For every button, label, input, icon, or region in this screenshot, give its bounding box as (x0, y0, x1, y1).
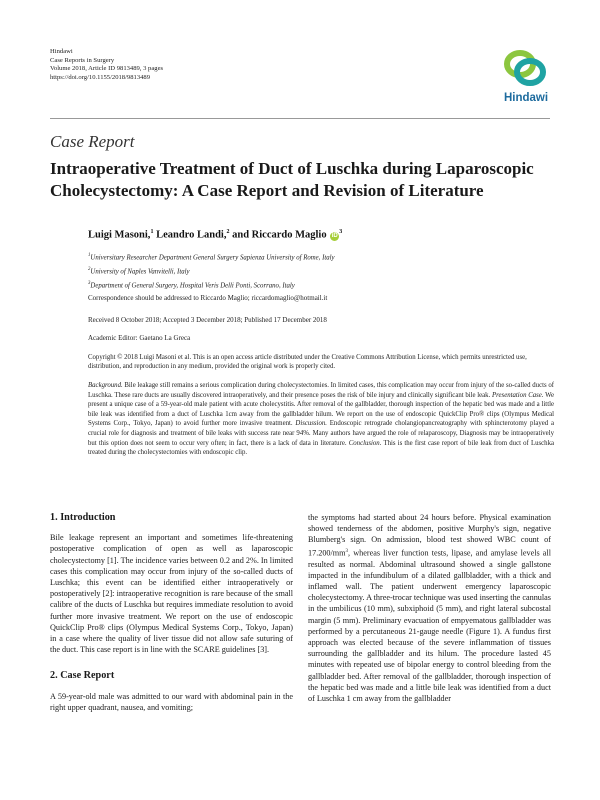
abstract-label: Discussion. (295, 420, 327, 428)
left-column (50, 512, 293, 713)
header-divider (50, 118, 550, 119)
abstract (88, 381, 554, 458)
publication-dates: Received 8 October 2018; Accepted 3 December 2018; Published 17 December 2018 (88, 316, 327, 324)
abstract-label: Conclusion. (348, 439, 382, 447)
abstract-text: Bile leakage still remains a serious complication during cholecystectomies. In limited cases, this complication may occur from injury of the so-called ducts of Luschka. These rare ducts are usually discovered intraoperatively, and their presence poses the risk of bile injury and clinically significant bile leak. (88, 382, 554, 399)
case-report-continuation: the symptoms had started about 24 hours before. Physical examination showed tenderness of the abdomen, positive Murphy's sign, negative Blumberg's sign. On admission, blood test showed WBC count of $17.200/mm^3$, whereas liver function tests, lipase, and amylase levels all resulted as normal. Abdominal ultrasound showed a single gallstone impacted in the infundibulum of a dilated gallbladder, with a thick and inflamed wall. The patient underwent emergency laparoscopic cholecystectomy. A three-trocar technique was used inserting the cannulas in the umbilicus (10 mm), subxiphoid (5 mm), and right lateral subcostal margin (5 mm). Preliminary evacuation of empyematous gallbladder was performed by a percutaneous 21-gauge needle (Figure 1). A fundus first approach was elected because of the severe inflammation of tissues surrounding the gallbladder and its hilum. The procedure lasted 45 minutes with repeated use of bipolar energy to control bleeding from the gallbladder bed. After removal of the gallbladder, thorough inspection of the hepatic bed was made and a little bile leak was identified from a duct of Luschka 1 cm away from the gallbladder (308, 513, 551, 703)
journal-meta (50, 48, 163, 82)
abstract-text: We present a unique case of a 59-year-old male patient with acute cholecystitis. After removal of the gallbladder, thorough inspection of the hepatic bed was made and a little bile leak was identified from a duct of Luschka 1cm away from the gallbladder hilum. We report on the use of endoscopic QuickClip Pro® clips (Olympus Medical Systems Corp., Tokyo, Japan) to avoid further more invasive treatment. (88, 391, 554, 428)
affiliation-item: $^1$Universitary Researcher Department General Surgery Sapienza University of Rome, Italy (88, 253, 335, 262)
affiliation-list (88, 250, 335, 291)
article-type: Case Report (50, 132, 135, 151)
author-list (88, 229, 342, 241)
author-name: Luigi Masoni, (88, 229, 151, 241)
copyright-notice: Copyright © 2018 Luigi Masoni et al. This is an open access article distributed under the Creative Commons Attribution License, which permits unrestricted use, distribution, and reproduction in any medium, provided the original work is properly cited. (88, 354, 527, 371)
case-report-paragraph: A 59-year-old male was admitted to our ward with abdominal pain in the right upper quadrant, nausea, and vomiting; (50, 691, 293, 712)
author-sup: 2 (226, 229, 230, 235)
section-heading-introduction: 1. Introduction (50, 512, 116, 523)
abstract-label: Presentation Case. (492, 391, 544, 399)
correspondence: Correspondence should be addressed to Riccardo Maglio; riccardomaglio@hotmail.it (88, 294, 328, 302)
affiliation-item: $^3$Department of General Surgery, Hospital Veris Delli Ponti, Scorrano, Italy (88, 280, 295, 289)
academic-editor: Academic Editor: Gaetano La Greca (88, 334, 191, 342)
orcid-icon[interactable]: iD (331, 232, 338, 239)
publisher-name: Hindawi (50, 48, 73, 55)
logo-wordmark: Hindawi (503, 92, 549, 104)
doi-link[interactable]: https://doi.org/10.1155/2018/9813489 (50, 73, 151, 81)
abstract-label: Background. (88, 382, 123, 389)
author-name: Leandro Landi, (156, 229, 227, 241)
abstract-text: This is the first case report of bile leak from duct of Luschka treated during the cholecystectomies with endoscopic clip. (88, 439, 555, 457)
article-title: Intraoperative Treatment of Duct of Luschka during Laparoscopic Cholecystectomy: A Case Report and Revision of Literature (50, 159, 534, 200)
introduction-paragraph: Bile leakage represent an important and sometimes life-threatening postoperative complication of open as well as laparoscopic cholecystectomy [1]. The incidence varies between 0.2 and 2%. In limited cases this complication may occur from injury of the so-called ducts of Luschka; this event can be identified either intraoperatively or postoperatively [2]: intraoperative recognition is rare because of the small calibre of the ducts of Luschka but requires immediate resolution to avoid further more invasive treatment. We report on the use of endoscopic QuickClip Pro® clips (Olympus Medical Systems Corp., Tokyo, Japan) in a case where the quality of liver tissue did not allow safe suturing of the duct. This case report is in line with the SCARE guidelines [3]. (50, 533, 293, 655)
author-name: and Riccardo Maglio (232, 229, 327, 241)
affiliation-item: $^2$University of Naples Vanvitelli, Italy (88, 266, 190, 276)
abstract-text: Endoscopic retrograde cholangiopancreatography with sphincterotomy played a crucial role for diagnosis and treatment of bile leaks with success rate near 94%. Many authors have argued the role of relaparoscopy, Diagnosis may be intraoperatively but this option does not seem to occur very often; in fact, there is a lack of data in literature. (88, 420, 554, 447)
volume-line: Volume 2018, Article ID 9813489, 3 pages (50, 65, 164, 73)
right-column (308, 512, 551, 704)
section-heading-case-report: 2. Case Report (50, 670, 115, 682)
author-sup: 3 (339, 229, 343, 235)
author-sup: 1 (150, 229, 154, 235)
journal-name: Case Reports in Surgery (50, 56, 115, 64)
